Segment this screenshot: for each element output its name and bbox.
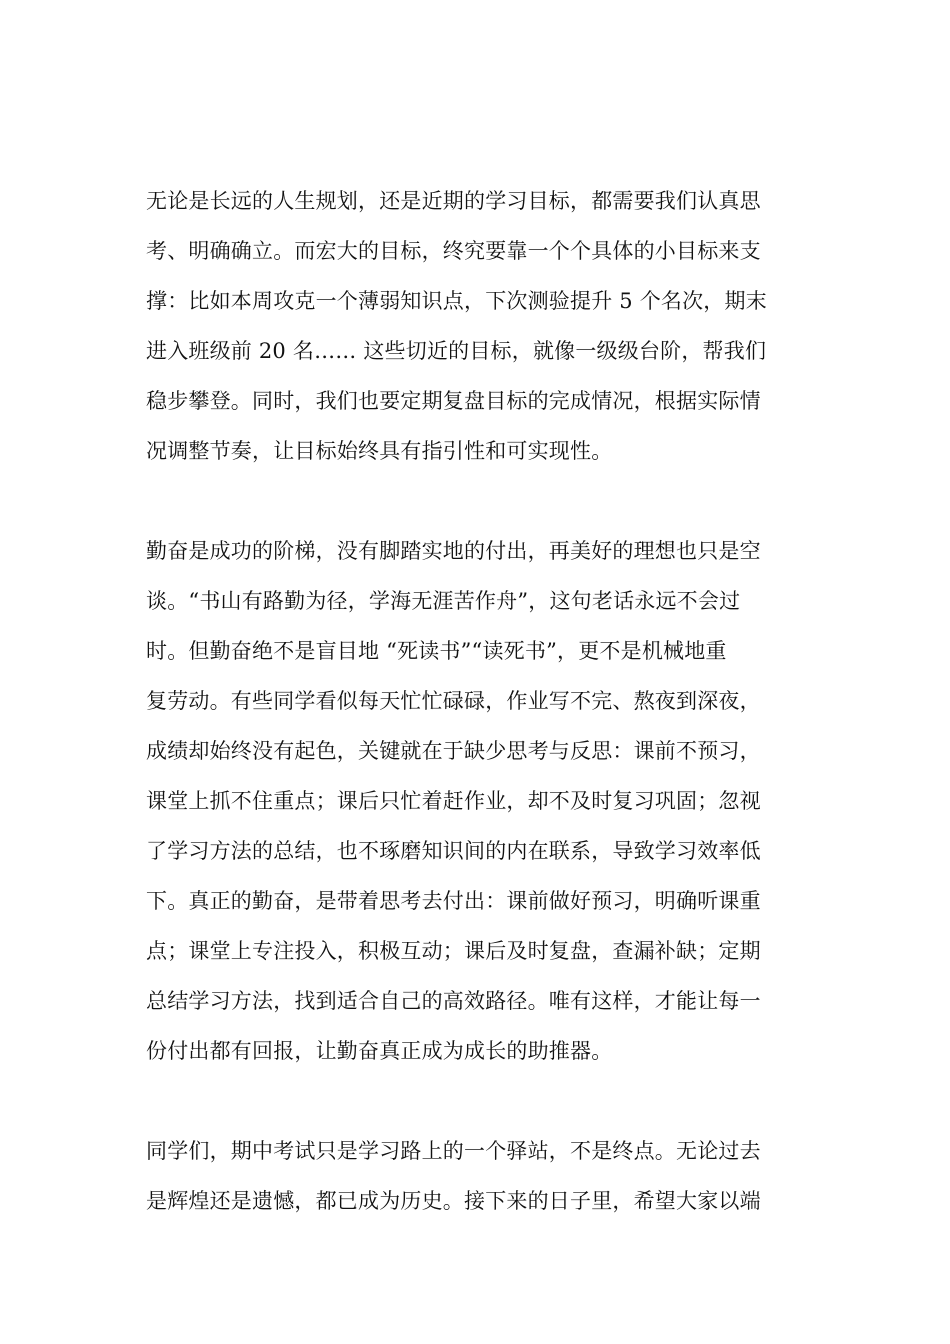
- paragraph-line: 同学们，期中考试只是学习路上的一个驿站，不是终点。无论过去: [146, 1139, 761, 1163]
- paragraph-line: 复劳动。有些同学看似每天忙忙碌碌，作业写不完、熬夜到深夜，: [146, 689, 761, 713]
- paragraph-line: 下。真正的勤奋，是带着思考去付出：课前做好预习，明确听课重: [146, 889, 761, 913]
- paragraph-line: 进入班级前 20 名…… 这些切近的目标，就像一级级台阶，帮我们: [146, 339, 767, 363]
- paragraph-line: 点；课堂上专注投入，积极互动；课后及时复盘，查漏补缺；定期: [146, 939, 761, 963]
- paragraph-line: 是辉煌还是遗憾，都已成为历史。接下来的日子里，希望大家以端: [146, 1189, 761, 1213]
- paragraph-line: 考、明确确立。而宏大的目标，终究要靠一个个具体的小目标来支: [146, 239, 761, 263]
- paragraph-line: 课堂上抓不住重点；课后只忙着赶作业，却不及时复习巩固；忽视: [146, 789, 761, 813]
- paragraph-line: 总结学习方法，找到适合自己的高效路径。唯有这样，才能让每一: [146, 989, 761, 1013]
- paragraph-line: 稳步攀登。同时，我们也要定期复盘目标的完成情况，根据实际情: [146, 389, 761, 413]
- paragraph-line: 份付出都有回报，让勤奋真正成为成长的助推器。: [146, 1039, 613, 1063]
- paragraph-midterm: [146, 1126, 826, 1226]
- paragraph-diligence: [146, 526, 826, 1076]
- paragraph-goals: [146, 176, 826, 476]
- paragraph-line: 成绩却始终没有起色，关键就在于缺少思考与反思：课前不预习，: [146, 739, 761, 763]
- paragraph-line: 无论是长远的人生规划，还是近期的学习目标，都需要我们认真思: [146, 189, 761, 213]
- paragraph-line: 勤奋是成功的阶梯，没有脚踏实地的付出，再美好的理想也只是空: [146, 539, 761, 563]
- paragraph-line: 撑：比如本周攻克一个薄弱知识点，下次测验提升 5 个名次，期末: [146, 289, 767, 313]
- paragraph-line: 了学习方法的总结，也不琢磨知识间的内在联系，导致学习效率低: [146, 839, 761, 863]
- paragraph-line: 谈。“书山有路勤为径，学海无涯苦作舟”，这句老话永远不会过: [146, 589, 741, 613]
- paragraph-line: 时。但勤奋绝不是盲目地 “死读书”“读死书”，更不是机械地重: [146, 639, 727, 663]
- paragraph-line: 况调整节奏，让目标始终具有指引性和可实现性。: [146, 439, 613, 463]
